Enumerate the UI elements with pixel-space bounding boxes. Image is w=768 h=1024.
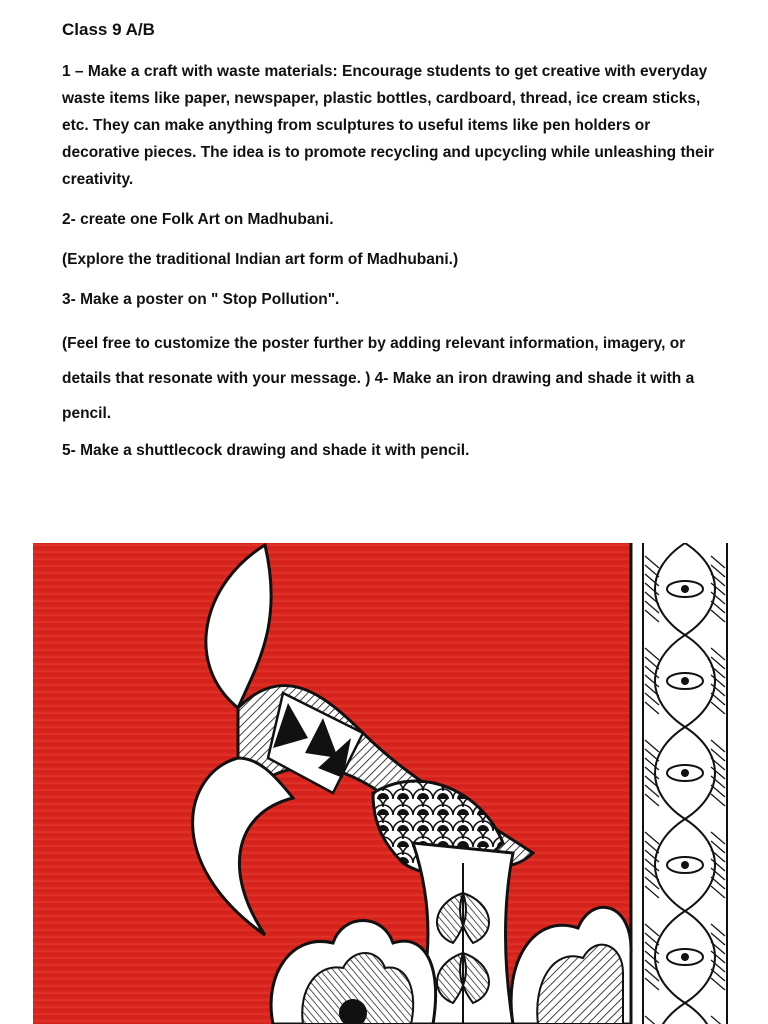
madhubani-art-illustration [33,543,735,1024]
task-2-paragraph: 2- create one Folk Art on Madhubani. [62,211,334,228]
task-1-paragraph: 1 – Make a craft with waste materials: Encourage students to get creative with everyday waste items like paper, newspaper, plastic bottles, cardboard, thread, ice cream sticks, etc. They can make anything from sculptures to useful items like pen holders or decorative pieces. The idea is to promote recycling and upcycling while unleashing their creativity. [62,63,715,188]
border-dot [681,861,689,869]
document-text [62,18,722,477]
task-2-note: (Explore the traditional Indian art form of Madhubani.) [62,251,459,268]
border-dot [681,953,689,961]
border-dot [681,585,689,593]
document-title: Class 9 A/B [62,20,155,39]
border-dot [681,769,689,777]
task-5-paragraph: 5- Make a shuttlecock drawing and shade it with pencil. [62,442,470,459]
task-3-note-and-task-4: (Feel free to customize the poster further by adding relevant information, imagery, or details that resonate with your message. ) 4- Make an iron drawing and shade it with a pencil. [62,335,695,422]
madhubani-artwork [33,543,735,1024]
task-3-paragraph: 3- Make a poster on " Stop Pollution". [62,291,340,308]
border-dot [681,677,689,685]
